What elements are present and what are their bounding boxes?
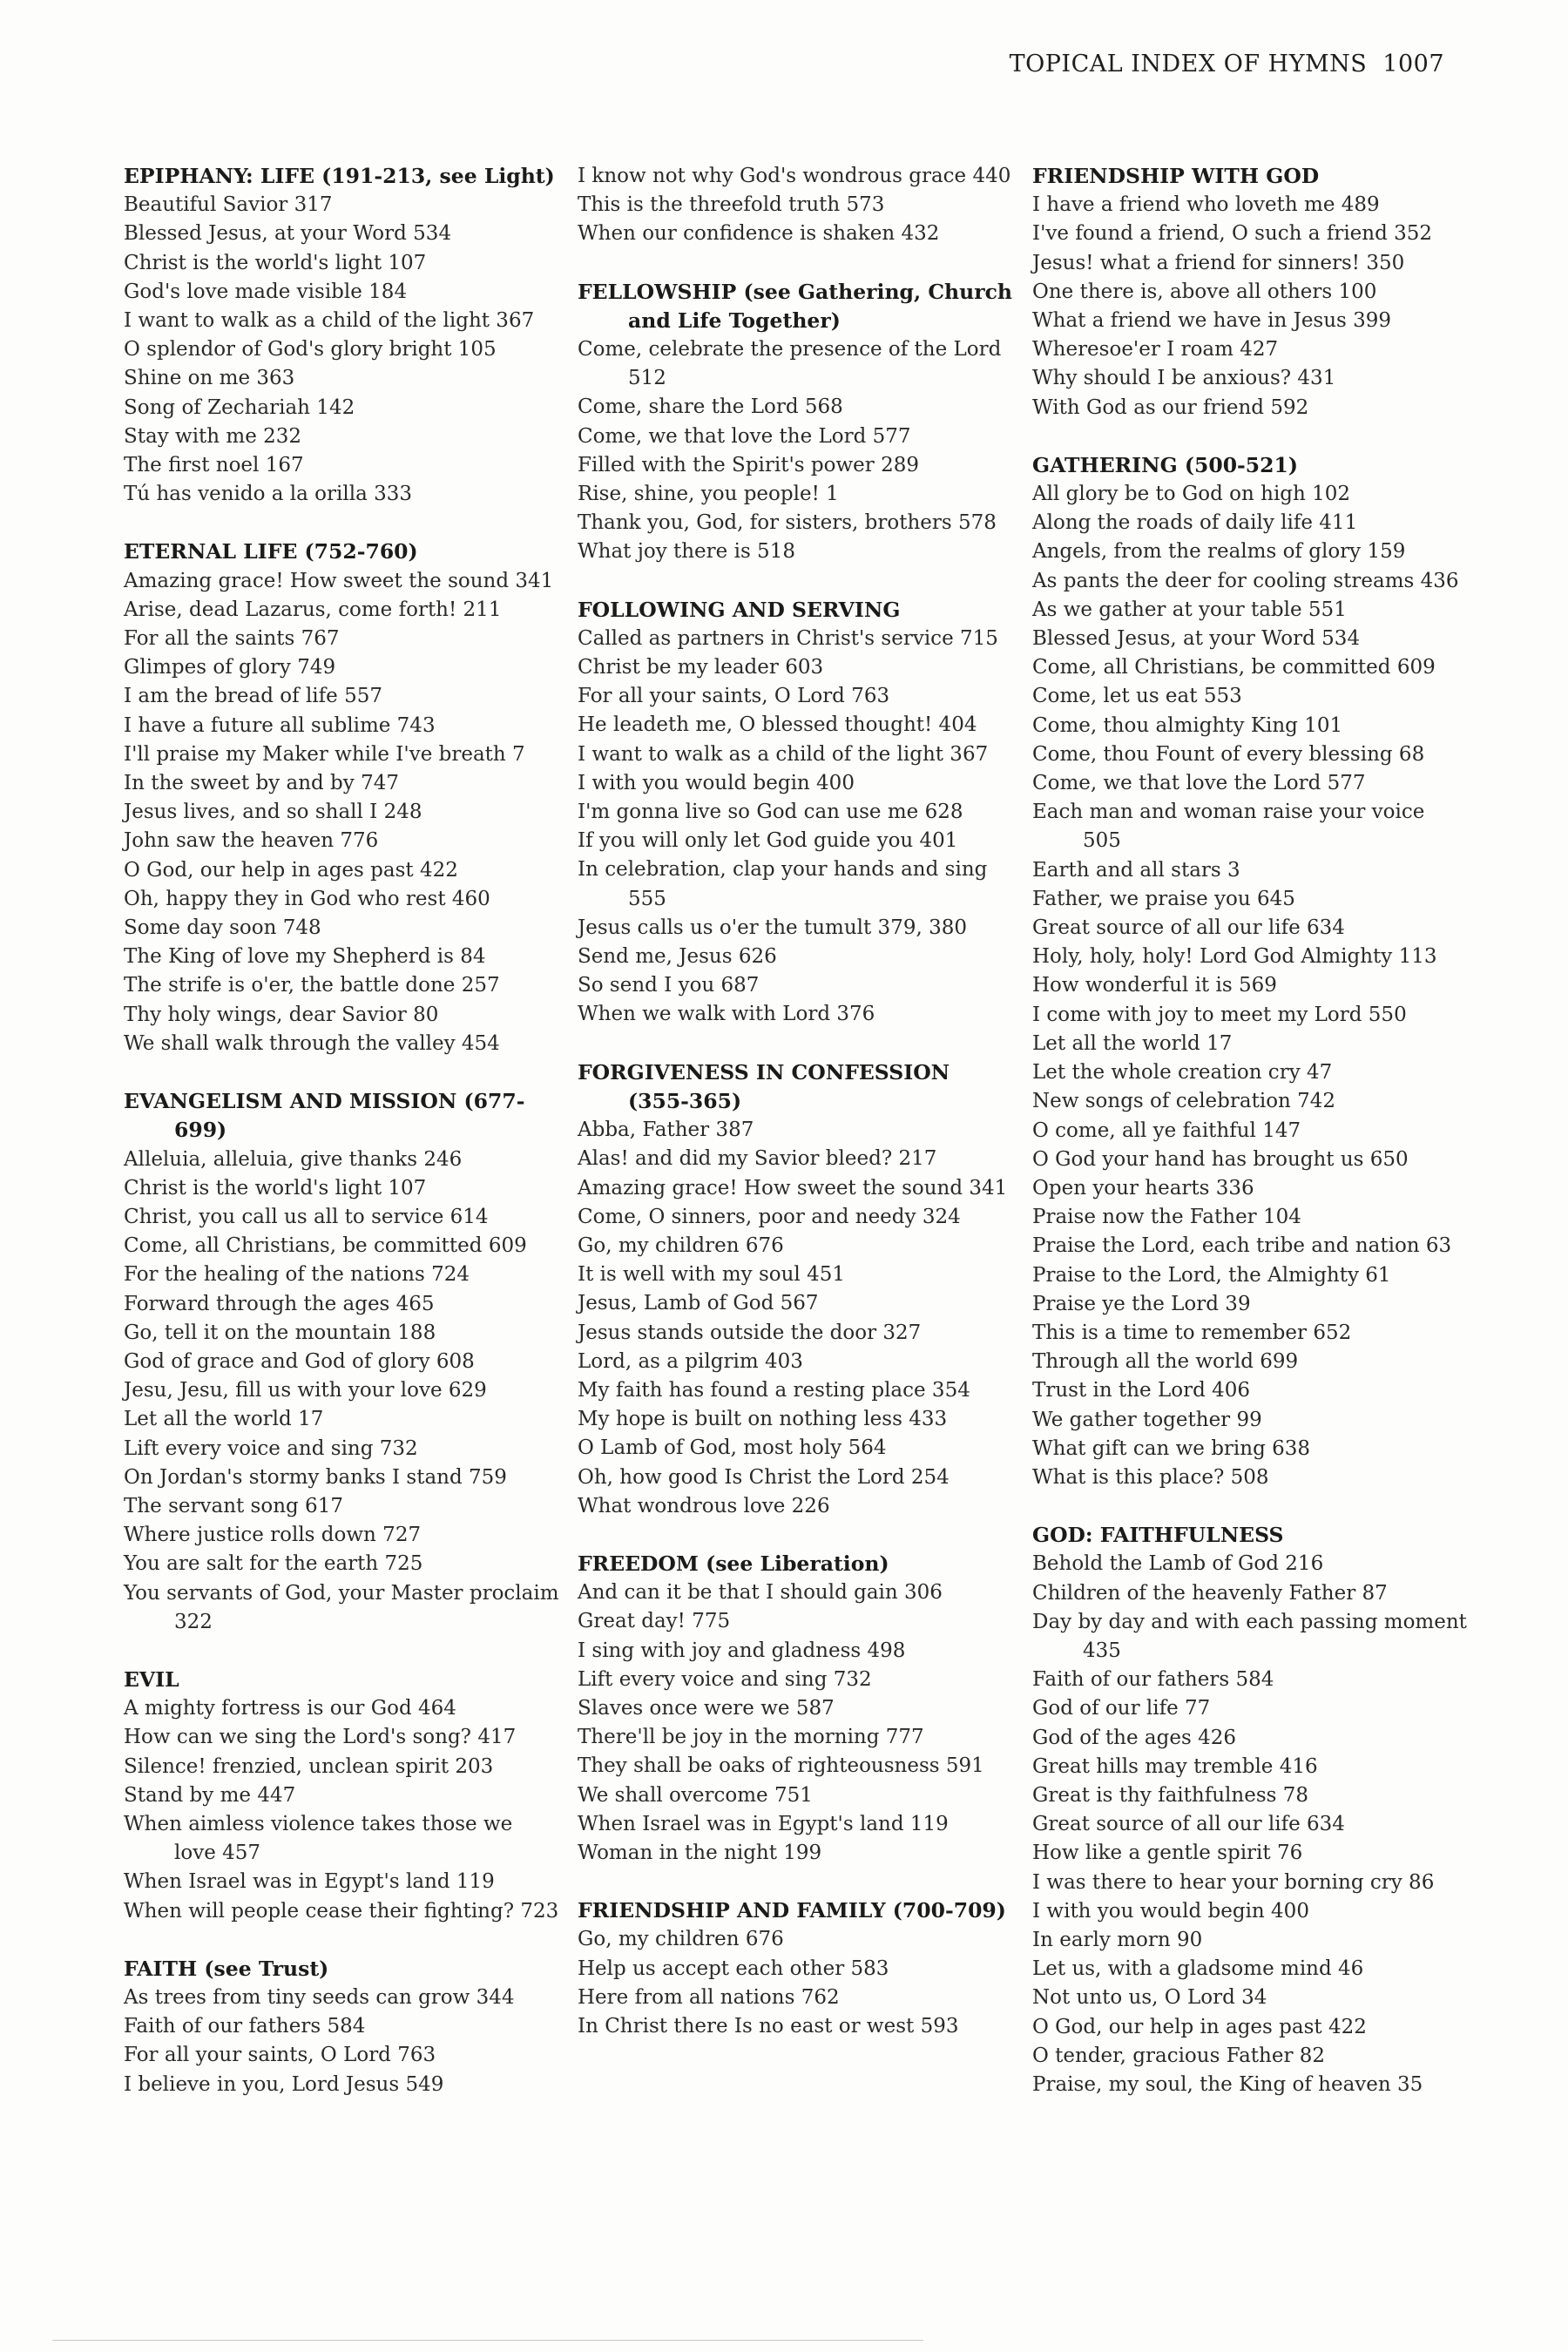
- hymn-entry: I sing with joy and gladness 498: [578, 1639, 906, 1662]
- hymn-entry: What joy there is 518: [578, 540, 795, 564]
- hymn-entry: Thank you, God, for sisters, brothers 578: [578, 511, 997, 535]
- hymn-entry: I come with joy to meet my Lord 550: [1032, 1003, 1407, 1026]
- hymn-entry: I know not why God's wondrous grace 440: [578, 165, 1011, 187]
- index-column-3: [1032, 162, 1468, 2099]
- hymn-entry: The first noel 167: [124, 454, 304, 477]
- hymn-entry: Rise, shine, you people! 1: [578, 483, 839, 506]
- hymn-entry: Where justice rolls down 727: [124, 1524, 422, 1547]
- hymn-entry: Come, O sinners, poor and needy 324: [578, 1205, 961, 1228]
- hymn-entry: Go, my children 676: [578, 1233, 784, 1257]
- hymn-entry: Holy, holy, holy! Lord God Almighty 113: [1032, 945, 1437, 969]
- hymn-entry: I want to walk as a child of the light 367: [124, 309, 535, 333]
- index-column-2: [578, 162, 1017, 2041]
- hymn-entry: Blessed Jesus, at your Word 534: [124, 222, 452, 246]
- hymn-entry: O God, our help in ages past 422: [124, 858, 458, 882]
- hymn-entry: The servant song 617: [124, 1494, 343, 1517]
- hymn-entry: Amazing grace! How sweet the sound 341: [124, 569, 554, 592]
- hymn-entry: Jesus calls us o'er the tumult 379, 380: [578, 916, 967, 939]
- hymn-entry: He leadeth me, O blessed thought! 404: [578, 713, 977, 737]
- hymn-entry: What is this place? 508: [1032, 1465, 1269, 1489]
- hymn-entry: Great hills may tremble 416: [1032, 1754, 1318, 1778]
- section-heading: FRIENDSHIP WITH GOD: [1032, 164, 1320, 188]
- hymn-entry: O come, all ye faithful 147: [1032, 1119, 1301, 1142]
- hymn-entry: Beautiful Savior 317: [124, 193, 333, 217]
- section-heading: FREEDOM (see Liberation): [578, 1551, 889, 1576]
- hymn-entry: Tú has venido a la orilla 333: [124, 483, 412, 506]
- hymn-entry: Along the roads of daily life 411: [1032, 511, 1358, 535]
- section-heading: GATHERING (500-521): [1032, 452, 1298, 477]
- hymn-entry: Stay with me 232: [124, 424, 302, 448]
- section-heading: FELLOWSHIP (see Gathering, Church and Life Together): [578, 279, 1012, 333]
- hymn-entry: New songs of celebration 742: [1032, 1090, 1336, 1113]
- hymn-entry: When Israel was in Egypt's land 119: [578, 1812, 949, 1835]
- hymn-entry: All glory be to God on high 102: [1032, 483, 1351, 506]
- section-heading: EVIL: [124, 1666, 179, 1692]
- hymn-entry: Christ is the world's light 107: [124, 251, 427, 274]
- hymn-entry: I am the bread of life 557: [124, 685, 383, 708]
- hymn-entry: Open your hearts 336: [1032, 1176, 1254, 1200]
- hymn-entry: Each man and woman raise your voice 505: [1032, 801, 1425, 853]
- hymn-entry: Praise to the Lord, the Almighty 61: [1032, 1263, 1391, 1287]
- section-heading: FOLLOWING AND SERVING: [578, 597, 901, 622]
- hymn-entry: You servants of God, your Master proclaim 322: [124, 1581, 559, 1633]
- hymn-entry: Great source of all our life 634: [1032, 1813, 1345, 1836]
- hymn-entry: Praise now the Father 104: [1032, 1206, 1301, 1229]
- hymn-entry: Abba, Father 387: [578, 1119, 754, 1142]
- scan-edge-line: [52, 2340, 923, 2341]
- hymn-entry: A mighty fortress is our God 464: [124, 1697, 456, 1720]
- hymn-entry: Shine on me 363: [124, 367, 295, 390]
- hymn-entry: And can it be that I should gain 306: [578, 1581, 943, 1605]
- hymn-entry: Praise, my soul, the King of heaven 35: [1032, 2073, 1423, 2096]
- hymn-entry: As trees from tiny seeds can grow 344: [124, 1985, 515, 2009]
- hymn-entry: I with you would begin 400: [1032, 1899, 1309, 1923]
- hymn-entry: Thy holy wings, dear Savior 80: [124, 1003, 439, 1026]
- hymn-entry: Faith of our fathers 584: [124, 2015, 366, 2038]
- page-number: 1007: [1382, 51, 1444, 78]
- hymn-entry: There'll be joy in the morning 777: [578, 1726, 924, 1749]
- hymn-entry: Great source of all our life 634: [1032, 916, 1345, 940]
- hymn-entry: God of grace and God of glory 608: [124, 1349, 475, 1373]
- hymn-entry: You are salt for the earth 725: [124, 1552, 423, 1576]
- hymn-entry: Silence! frenzied, unclean spirit 203: [124, 1754, 494, 1778]
- section-heading: FORGIVENESS IN CONFESSION (355-365): [578, 1059, 950, 1113]
- hymn-entry: Come, let us eat 553: [1032, 685, 1242, 708]
- hymn-entry: Filled with the Spirit's power 289: [578, 453, 919, 476]
- hymn-entry: Lift every voice and sing 732: [124, 1436, 418, 1460]
- hymn-entry: Come, thou Fount of every blessing 68: [1032, 742, 1425, 766]
- hymn-entry: Go, my children 676: [578, 1928, 784, 1951]
- hymn-entry: Christ, you call us all to service 614: [124, 1205, 489, 1228]
- hymn-entry: Song of Zechariah 142: [124, 395, 355, 419]
- hymn-entry: Behold the Lamb of God 216: [1032, 1552, 1324, 1576]
- hymn-entry: We shall walk through the valley 454: [124, 1031, 500, 1055]
- hymn-entry: Why should I be anxious? 431: [1032, 367, 1336, 390]
- header-title: TOPICAL INDEX OF HYMNS: [1009, 51, 1368, 78]
- hymn-entry: Come, all Christians, be committed 609: [124, 1234, 527, 1258]
- hymn-entry: How can we sing the Lord's song? 417: [124, 1726, 517, 1749]
- hymn-entry: Through all the world 699: [1032, 1350, 1299, 1374]
- hymn-entry: Let us, with a gladsome mind 46: [1032, 1957, 1364, 1981]
- hymn-entry: Praise the Lord, each tribe and nation 63: [1032, 1234, 1452, 1258]
- hymn-entry: Here from all nations 762: [578, 1985, 840, 2009]
- hymn-entry: Amazing grace! How sweet the sound 341: [578, 1176, 1008, 1200]
- hymn-entry: God's love made visible 184: [124, 280, 408, 303]
- hymn-entry: Oh, how good Is Christ the Lord 254: [578, 1465, 950, 1489]
- hymn-entry: They shall be oaks of righteousness 591: [578, 1754, 984, 1778]
- hymn-entry: Christ be my leader 603: [578, 656, 824, 679]
- index-column-1: [124, 162, 559, 2099]
- section-heading: ETERNAL LIFE (752-760): [124, 539, 418, 564]
- hymn-entry: On Jordan's stormy banks I stand 759: [124, 1465, 507, 1489]
- hymn-entry: What gift can we bring 638: [1032, 1436, 1311, 1460]
- hymn-entry: One there is, above all others 100: [1032, 280, 1377, 303]
- hymn-entry: For all your saints, O Lord 763: [124, 2044, 436, 2067]
- hymn-entry: We shall overcome 751: [578, 1783, 813, 1807]
- hymn-entry: Jesus! what a friend for sinners! 350: [1032, 251, 1405, 274]
- hymn-entry: Jesu, Jesu, fill us with your love 629: [124, 1379, 487, 1402]
- hymn-entry: What wondrous love 226: [578, 1494, 830, 1517]
- hymn-entry: I have a future all sublime 743: [124, 713, 436, 737]
- section-heading: EPIPHANY: LIFE (191-213, see Light): [124, 164, 555, 188]
- hymn-entry: Angels, from the realms of glory 159: [1032, 540, 1406, 564]
- hymn-entry: My faith has found a resting place 354: [578, 1378, 970, 1402]
- hymn-entry: John saw the heaven 776: [124, 829, 379, 853]
- hymn-entry: What a friend we have in Jesus 399: [1032, 309, 1392, 333]
- hymn-entry: For all the saints 767: [124, 627, 340, 651]
- hymn-entry: In early morn 90: [1032, 1928, 1203, 1951]
- section-heading: FRIENDSHIP AND FAMILY (700-709): [578, 1898, 1006, 1923]
- hymn-entry: Come, we that love the Lord 577: [1032, 772, 1366, 795]
- hymn-entry: O God your hand has brought us 650: [1032, 1147, 1409, 1171]
- hymn-entry: Earth and all stars 3: [1032, 858, 1240, 882]
- hymn-entry: It is well with my soul 451: [578, 1263, 845, 1287]
- hymn-entry: So send I you 687: [578, 974, 760, 997]
- hymn-entry: When aimless violence takes those we love 457: [124, 1812, 513, 1865]
- hymn-entry: Alleluia, alleluia, give thanks 246: [124, 1147, 463, 1171]
- hymn-entry: O Lamb of God, most holy 564: [578, 1436, 887, 1460]
- hymn-entry: In celebration, clap your hands and sing 555: [578, 858, 988, 910]
- hymn-entry: Great is thy faithfulness 78: [1032, 1783, 1309, 1807]
- hymn-entry: Let all the world 17: [124, 1408, 324, 1431]
- hymn-entry: Jesus stands outside the door 327: [578, 1321, 922, 1344]
- hymn-entry: Blessed Jesus, at your Word 534: [1032, 627, 1361, 651]
- hymn-entry: Wheresoe'er I roam 427: [1032, 338, 1279, 362]
- hymn-entry: As pants the deer for cooling streams 436: [1032, 569, 1459, 592]
- hymn-entry: Some day soon 748: [124, 916, 321, 940]
- hymn-entry: Trust in the Lord 406: [1032, 1379, 1251, 1402]
- hymn-entry: In Christ there Is no east or west 593: [578, 2014, 959, 2038]
- hymn-entry: O splendor of God's glory bright 105: [124, 338, 497, 362]
- hymn-entry: How wonderful it is 569: [1032, 974, 1277, 997]
- hymn-entry: Slaves once were we 587: [578, 1696, 835, 1720]
- hymn-entry: I've found a friend, O such a friend 352: [1032, 222, 1433, 246]
- hymn-entry: O tender, gracious Father 82: [1032, 2044, 1326, 2067]
- section-heading: GOD: FAITHFULNESS: [1032, 1523, 1284, 1548]
- hymn-entry: Christ is the world's light 107: [124, 1176, 427, 1200]
- hymn-entry: Let all the world 17: [1032, 1031, 1233, 1055]
- hymn-entry: Not unto us, O Lord 34: [1032, 1986, 1267, 2010]
- hymn-entry: Alas! and did my Savior bleed? 217: [578, 1147, 937, 1171]
- hymn-entry: Woman in the night 199: [578, 1841, 822, 1864]
- hymn-entry: I'll praise my Maker while I've breath 7: [124, 742, 525, 766]
- hymn-entry: Father, we praise you 645: [1032, 887, 1295, 910]
- hymn-entry: When we walk with Lord 376: [578, 1003, 875, 1026]
- hymn-entry: With God as our friend 592: [1032, 395, 1309, 419]
- hymn-entry: Help us accept each other 583: [578, 1957, 889, 1980]
- hymn-entry: Oh, happy they in God who rest 460: [124, 887, 490, 910]
- hymn-entry: Faith of our fathers 584: [1032, 1668, 1274, 1692]
- hymn-entry: Day by day and with each passing moment 435: [1032, 1610, 1467, 1662]
- running-header: [1010, 51, 1444, 78]
- hymn-entry: Lift every voice and sing 732: [578, 1667, 872, 1691]
- hymn-entry: Stand by me 447: [124, 1783, 296, 1807]
- hymn-entry: When will people cease their fighting? 723: [124, 1899, 559, 1923]
- hymn-entry: Great day! 775: [578, 1610, 731, 1633]
- hymn-entry: Arise, dead Lazarus, come forth! 211: [124, 598, 502, 621]
- hymn-entry: If you will only let God guide you 401: [578, 829, 958, 853]
- hymn-entry: Called as partners in Christ's service 715: [578, 626, 998, 650]
- hymn-entry: I have a friend who loveth me 489: [1032, 193, 1380, 217]
- section-heading: EVANGELISM AND MISSION (677-699): [124, 1089, 525, 1143]
- hymn-entry: This is a time to remember 652: [1032, 1321, 1352, 1344]
- hymn-entry: I'm gonna live so God can use me 628: [578, 801, 963, 824]
- hymn-entry: Go, tell it on the mountain 188: [124, 1321, 436, 1344]
- hymn-entry: I want to walk as a child of the light 367: [578, 742, 989, 766]
- hymn-entry: Jesus, Lamb of God 567: [578, 1292, 819, 1315]
- hymn-entry: I was there to hear your borning cry 86: [1032, 1870, 1435, 1894]
- hymn-entry: Lord, as a pilgrim 403: [578, 1349, 803, 1373]
- hymn-entry: I believe in you, Lord Jesus 549: [124, 2072, 444, 2096]
- hymn-entry: I with you would begin 400: [578, 771, 855, 794]
- hymn-entry: As we gather at your table 551: [1032, 598, 1347, 621]
- hymn-entry: God of the ages 426: [1032, 1726, 1236, 1749]
- hymn-entry: For the healing of the nations 724: [124, 1263, 470, 1287]
- hymn-entry: This is the threefold truth 573: [578, 193, 885, 217]
- hymn-entry: Send me, Jesus 626: [578, 945, 777, 969]
- hymn-entry: Come, all Christians, be committed 609: [1032, 656, 1436, 679]
- hymn-entry: For all your saints, O Lord 763: [578, 685, 890, 708]
- hymn-entry: God of our life 77: [1032, 1697, 1211, 1720]
- hymn-entry: The King of love my Shepherd is 84: [124, 945, 486, 969]
- section-heading: FAITH (see Trust): [124, 1956, 329, 1981]
- hymn-entry: Jesus lives, and so shall I 248: [124, 801, 422, 824]
- hymn-entry: Come, we that love the Lord 577: [578, 424, 911, 448]
- hymn-entry: The strife is o'er, the battle done 257: [124, 974, 500, 997]
- hymn-entry: Forward through the ages 465: [124, 1292, 435, 1315]
- hymn-entry: We gather together 99: [1032, 1408, 1262, 1431]
- hymn-entry: Children of the heavenly Father 87: [1032, 1581, 1388, 1605]
- hymn-entry: In the sweet by and by 747: [124, 772, 399, 795]
- hymn-entry: Come, celebrate the presence of the Lord 512: [578, 338, 1002, 390]
- hymn-entry: When Israel was in Egypt's land 119: [124, 1870, 495, 1894]
- hymn-entry: O God, our help in ages past 422: [1032, 2015, 1367, 2038]
- hymn-entry: When our confidence is shaken 432: [578, 222, 940, 246]
- hymn-entry: Praise ye the Lord 39: [1032, 1292, 1251, 1315]
- hymn-entry: How like a gentle spirit 76: [1032, 1842, 1303, 1865]
- hymn-entry: Come, thou almighty King 101: [1032, 713, 1343, 737]
- hymn-entry: Let the whole creation cry 47: [1032, 1061, 1333, 1085]
- hymn-entry: My hope is built on nothing less 433: [578, 1408, 948, 1431]
- hymn-entry: Come, share the Lord 568: [578, 395, 843, 419]
- hymn-entry: Glimpes of glory 749: [124, 656, 336, 679]
